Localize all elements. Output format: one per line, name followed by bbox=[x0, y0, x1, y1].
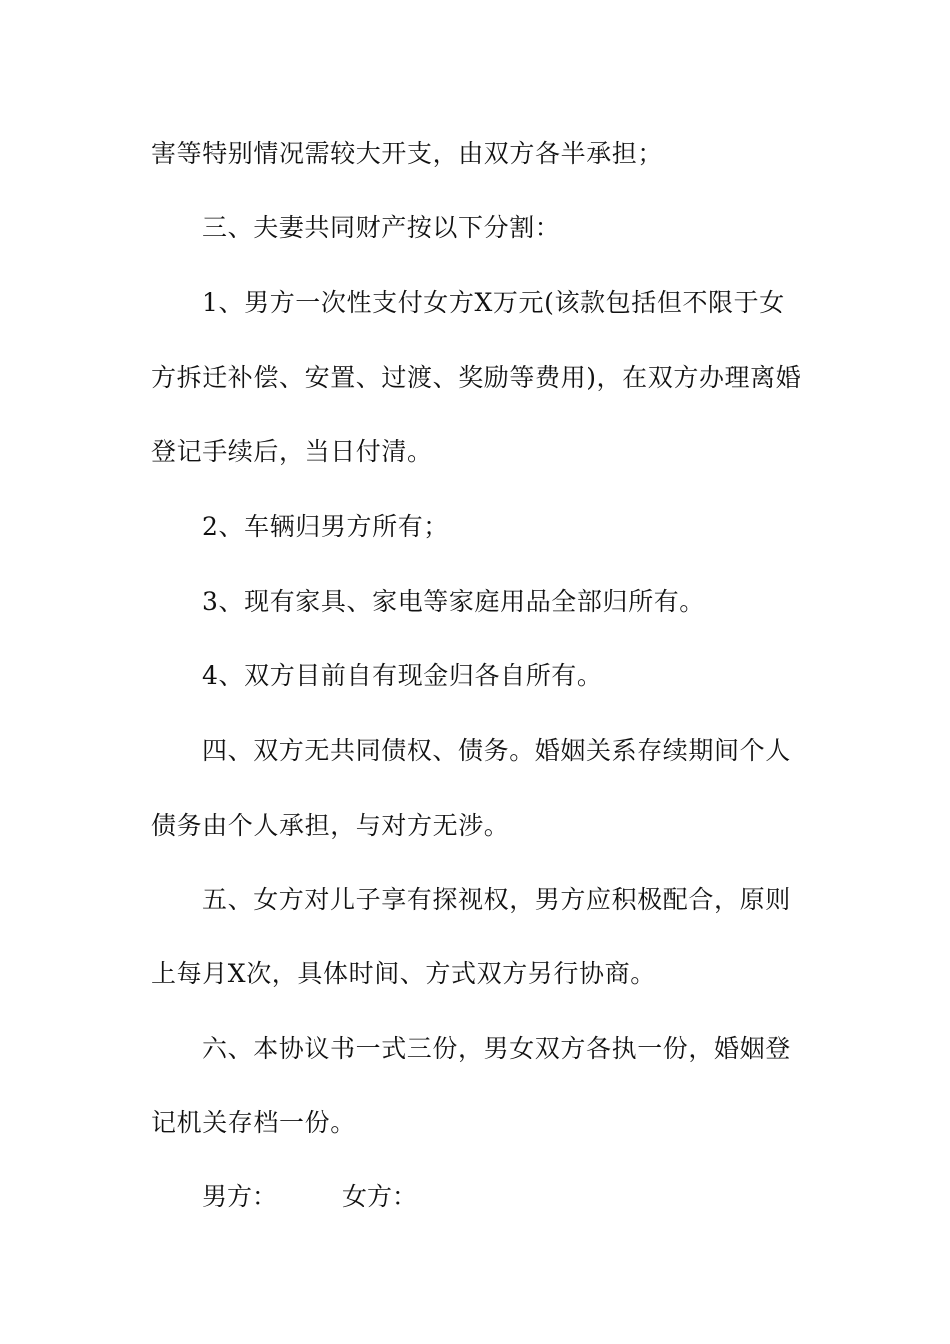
text-line: 2、车辆归男方所有； bbox=[202, 512, 449, 541]
text-line: 债务由个人承担，与对方无涉。 bbox=[151, 811, 510, 840]
section-heading-6: 六、本协议书一式三份，男女双方各执一份，婚姻登 bbox=[202, 1034, 791, 1063]
section-heading-3: 三、夫妻共同财产按以下分割： bbox=[202, 213, 561, 242]
text-line: 上每月X次，具体时间、方式双方另行协商。 bbox=[151, 959, 656, 988]
text-line: 登记手续后，当日付清。 bbox=[151, 437, 433, 466]
section-heading-4: 四、双方无共同债权、债务。婚姻关系存续期间个人 bbox=[202, 736, 791, 765]
text-line: 方拆迁补偿、安置、过渡、奖励等费用)，在双方办理离婚 bbox=[151, 363, 802, 392]
male-signature-label: 男方： bbox=[202, 1182, 278, 1211]
section-heading-5: 五、女方对儿子享有探视权，男方应积极配合，原则 bbox=[202, 885, 791, 914]
female-signature-label: 女方： bbox=[342, 1182, 418, 1211]
text-line: 害等特别情况需较大开支，由双方各半承担； bbox=[151, 139, 664, 168]
text-line: 记机关存档一份。 bbox=[151, 1108, 356, 1137]
text-line: 1、男方一次性支付女方X万元(该款包括但不限于女 bbox=[202, 288, 785, 317]
text-line: 3、现有家具、家电等家庭用品全部归所有。 bbox=[202, 587, 705, 616]
text-line: 4、双方目前自有现金归各自所有。 bbox=[202, 661, 603, 690]
